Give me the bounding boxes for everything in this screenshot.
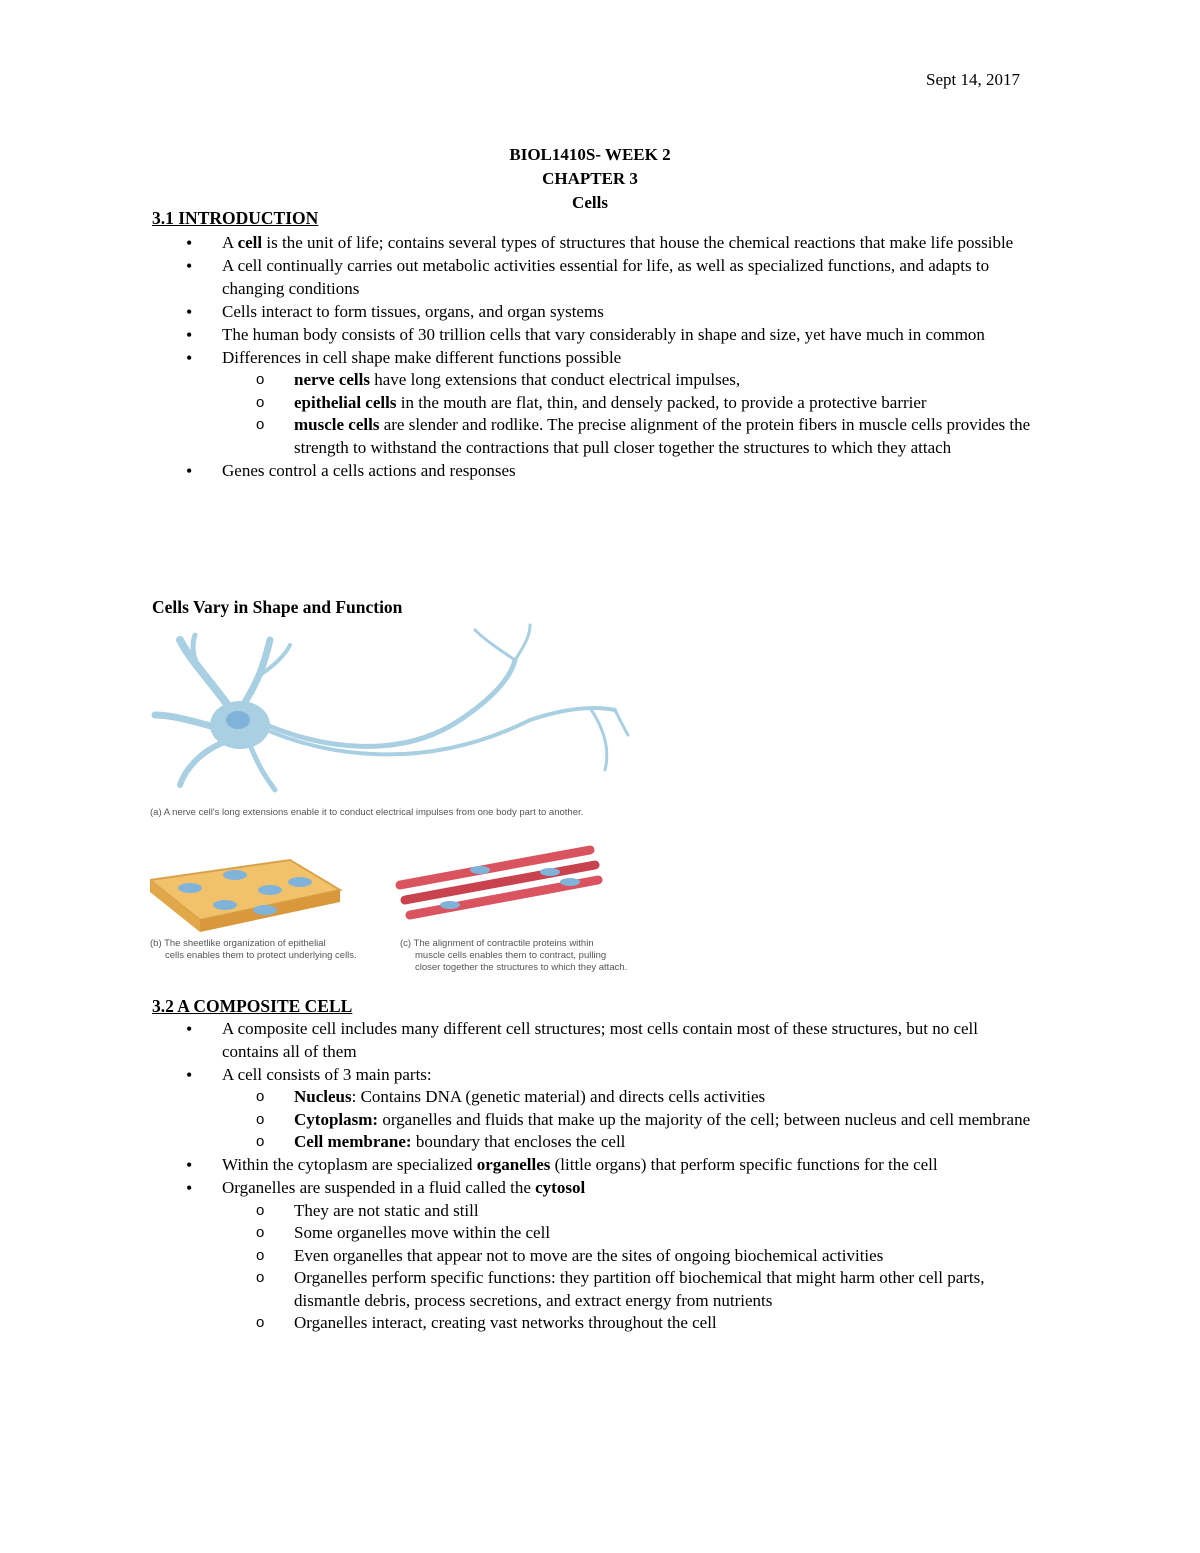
cell-shapes-illustration	[150, 620, 630, 980]
topic-title: Cells	[572, 193, 608, 212]
sub-list-item: o Nucleus: Contains DNA (genetic material) and directs cells activities	[222, 1086, 1032, 1109]
list-item: • Organelles are suspended in a fluid called the cytosol o They are not static and still o Some organelles move within the cell o Even organelles that appear not to move are the sites of ongoing biochemical activities o Organelles perform specific functions: they partition off biochemical that might harm other cell parts, dismantle debris, process secretions, and extract energy from nutrients o Organelles interact, creating vast networks throughout the cell	[152, 1177, 1032, 1335]
document-header	[0, 143, 1180, 215]
sub-list-item: o Cytoplasm: organelles and fluids that make up the majority of the cell; between nucleus and cell membrane	[222, 1109, 1032, 1132]
section-heading-introduction: 3.1 INTRODUCTION	[152, 208, 319, 228]
sub-list-item: o epithelial cells in the mouth are flat, thin, and densely packed, to provide a protective barrier	[222, 392, 1032, 415]
chapter-title: CHAPTER 3	[542, 169, 638, 188]
sub-list-item: o Organelles interact, creating vast networks throughout the cell	[222, 1312, 1032, 1335]
list-item: • A cell is the unit of life; contains several types of structures that house the chemical reactions that make life possible	[152, 232, 1032, 255]
sub-list-item: o nerve cells have long extensions that conduct electrical impulses,	[222, 369, 1032, 392]
caption-muscle-cells: (c) The alignment of contractile proteins within muscle cells enables them to contract, pulling closer together the structures to which they attach.	[400, 938, 628, 973]
list-item: • Within the cytoplasm are specialized organelles (little organs) that perform specific functions for the cell	[152, 1154, 1032, 1177]
list-item: • Genes control a cells actions and responses	[152, 460, 1032, 483]
course-title: BIOL1410S- WEEK 2	[509, 145, 671, 164]
cell-shapes-figure	[150, 620, 630, 980]
caption-nerve-cell: (a) A nerve cell's long extensions enable it to conduct electrical impulses from one body part to another.	[150, 807, 584, 818]
sub-list-item: o Some organelles move within the cell	[222, 1222, 1032, 1245]
muscle-cells-image	[400, 850, 598, 915]
figure-title: Cells Vary in Shape and Function	[152, 597, 403, 617]
sub-list-item: o Even organelles that appear not to move are the sites of ongoing biochemical activities	[222, 1245, 1032, 1268]
sub-list-item: o Cell membrane: boundary that encloses the cell	[222, 1131, 1032, 1154]
document-date: Sept 14, 2017	[926, 70, 1020, 89]
list-item: • The human body consists of 30 trillion cells that vary considerably in shape and size, yet have much in common	[152, 324, 1032, 347]
list-item: • A cell consists of 3 main parts: o Nucleus: Contains DNA (genetic material) and directs cells activities o Cytoplasm: organelles and fluids that make up the majority of the cell; between nucleus and cell membrane o Cell membrane: boundary that encloses the cell	[152, 1064, 1032, 1154]
list-item: • Cells interact to form tissues, organs, and organ systems	[152, 301, 1032, 324]
list-item: • A composite cell includes many different cell structures; most cells contain most of these structures, but no cell contains all of them	[152, 1018, 1032, 1063]
composite-cell-list	[152, 1018, 1032, 1335]
nerve-cell-nucleus	[226, 711, 250, 729]
sub-list-item: o Organelles perform specific functions: they partition off biochemical that might harm other cell parts, dismantle debris, process secretions, and extract energy from nutrients	[222, 1267, 1032, 1312]
list-item: • Differences in cell shape make different functions possible o nerve cells have long extensions that conduct electrical impulses, o epithelial cells in the mouth are flat, thin, and densely packed, to provide a protective barrier o muscle cells are slender and rodlike. The precise alignment of the protein fibers in muscle cells provides the strength to withstand the contractions that pull closer together the structures to which they attach	[152, 347, 1032, 460]
epithelial-cells-image	[150, 860, 340, 932]
section-heading-composite-cell: 3.2 A COMPOSITE CELL	[152, 996, 353, 1016]
list-item: • A cell continually carries out metabolic activities essential for life, as well as specialized functions, and adapts to changing conditions	[152, 255, 1032, 300]
caption-epithelial-cells: (b) The sheetlike organization of epithelial cells enables them to protect underlying cells.	[150, 938, 357, 961]
sub-list-item: o They are not static and still	[222, 1200, 1032, 1223]
introduction-list	[152, 232, 1032, 483]
sub-list-item: o muscle cells are slender and rodlike. The precise alignment of the protein fibers in muscle cells provides the strength to withstand the contractions that pull closer together the structures to which they attach	[222, 414, 1032, 459]
